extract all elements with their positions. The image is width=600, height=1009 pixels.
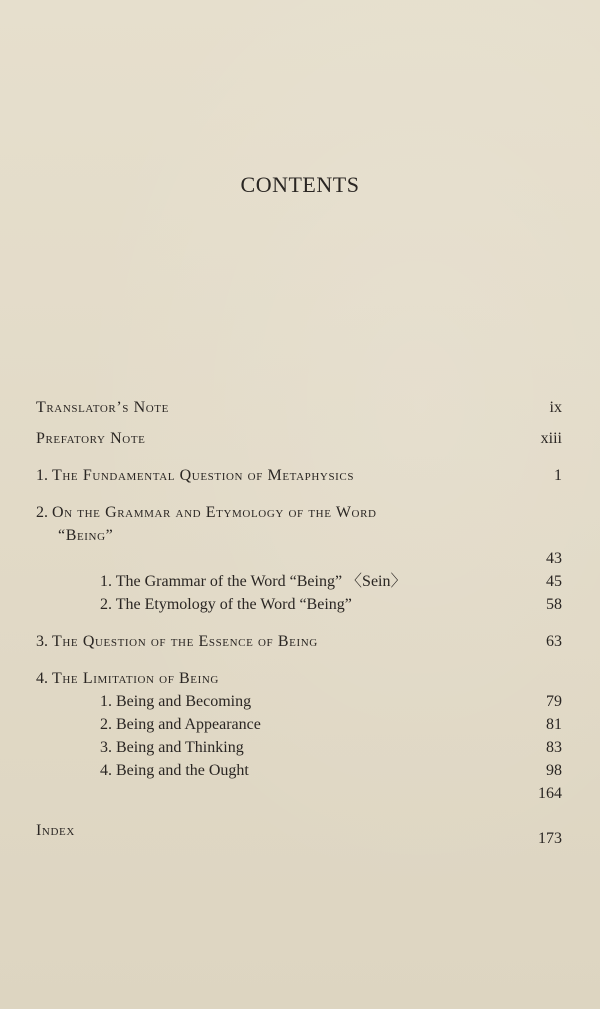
toc-entry-index[interactable]	[36, 819, 562, 847]
section-title: Being and the Ought	[116, 762, 249, 779]
chapter-number: 4.	[36, 670, 48, 687]
toc-page-number: 63	[546, 633, 562, 650]
toc-page-number: 173	[538, 830, 562, 847]
chapter-number: 2.	[36, 504, 48, 521]
toc-entry-chapter-3[interactable]	[36, 630, 562, 653]
toc-entry-label	[100, 570, 407, 593]
toc-page-number: ix	[549, 399, 562, 416]
toc-page-number: 83	[546, 739, 562, 756]
toc-entry-chapter-2-page	[36, 547, 562, 570]
section-title: Being and Appearance	[116, 716, 261, 733]
toc-page-number: 58	[546, 596, 562, 613]
toc-entry-label	[100, 713, 261, 736]
toc-entry-label: Translator’s Note	[36, 399, 169, 416]
toc-page-number: 43	[546, 550, 562, 567]
toc-entry-label	[36, 501, 377, 524]
section-title: Being and Becoming	[116, 693, 252, 710]
toc-page-number: 81	[546, 716, 562, 733]
toc-entry-label	[36, 630, 318, 653]
toc-page-number: 79	[546, 693, 562, 710]
toc-entry-translators-note[interactable]	[36, 396, 562, 419]
section-title: The Etymology of the Word “Being”	[115, 596, 352, 613]
chapter-number: 3.	[36, 633, 48, 650]
section-title: The Grammar of the Word “Being” 〈Sein〉	[115, 573, 407, 590]
chapter-title: The Question of the Essence of Being	[52, 633, 318, 650]
section-number: 2.	[100, 596, 112, 613]
toc-entry-chapter-2[interactable]	[36, 501, 562, 524]
toc-page-number: 1	[554, 467, 562, 484]
toc-entry-label	[100, 593, 352, 616]
toc-entry-section-2-1[interactable]	[36, 570, 562, 593]
chapter-number: 1.	[36, 467, 48, 484]
section-number: 1.	[100, 693, 112, 710]
toc-entry-label	[36, 667, 219, 690]
toc-entry-label: Index	[36, 822, 75, 839]
toc-page-number: 164	[538, 785, 562, 802]
chapter-title: The Fundamental Question of Metaphysics	[52, 467, 355, 484]
toc-entry-chapter-4[interactable]	[36, 667, 562, 690]
toc-entry-section-4-4[interactable]	[36, 759, 562, 802]
toc-entry-label	[100, 759, 249, 782]
section-number: 1.	[100, 573, 112, 590]
toc-page-number: 98	[546, 762, 562, 779]
toc-entry-label	[100, 690, 251, 713]
chapter-title: On the Grammar and Etymology of the Word	[52, 504, 377, 521]
section-number: 2.	[100, 716, 112, 733]
page-title: CONTENTS	[240, 172, 360, 197]
chapter-title: The Limitation of Being	[52, 670, 219, 687]
toc-entry-prefatory-note[interactable]	[36, 427, 562, 450]
toc-entry-chapter-2-continued[interactable]	[36, 524, 562, 547]
toc-page-number: 45	[546, 573, 562, 590]
toc-entry-chapter-1[interactable]	[36, 464, 562, 487]
section-title: Being and Thinking	[116, 739, 244, 756]
section-number: 3.	[100, 739, 112, 756]
toc-entry-label: Prefatory Note	[36, 430, 146, 447]
toc-entry-label	[100, 736, 244, 759]
table-of-contents	[36, 396, 562, 847]
toc-entry-label	[36, 464, 354, 487]
toc-entry-section-2-2[interactable]	[36, 593, 562, 616]
chapter-title-continued: “Being”	[58, 527, 114, 544]
section-number: 4.	[100, 762, 112, 779]
toc-page-number: xiii	[540, 430, 562, 447]
